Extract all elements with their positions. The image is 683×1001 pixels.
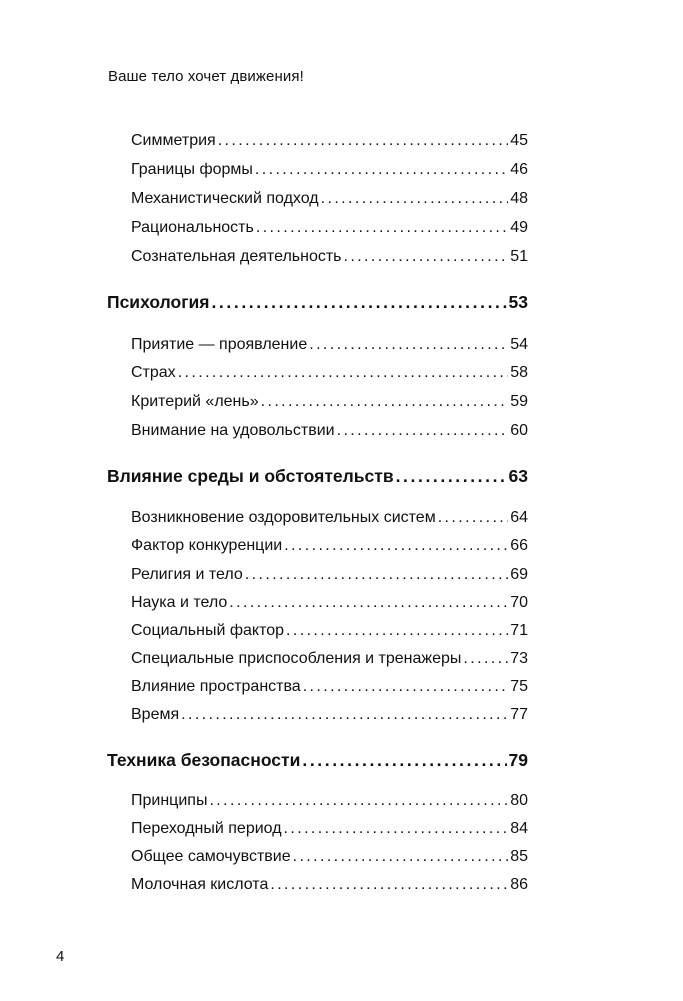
- toc-entry: [131, 393, 528, 411]
- toc-entry: [131, 650, 528, 668]
- toc-entry: [131, 219, 528, 237]
- toc-entry-page: 85: [510, 848, 528, 865]
- toc-entry-title: Время: [131, 706, 180, 723]
- toc-entry-title: Фактор конкуренции: [131, 537, 283, 554]
- dot-leader: [181, 706, 508, 724]
- toc-entry-page: 48: [510, 190, 528, 207]
- running-header: Ваше тело хочет движения!: [108, 68, 304, 85]
- toc-entry: [131, 161, 528, 179]
- dot-leader: [229, 594, 508, 612]
- toc-chapter-title: Психология: [107, 292, 210, 312]
- toc-entry-page: 77: [510, 706, 528, 723]
- toc-entry-page: 80: [510, 792, 528, 809]
- toc-entry: [131, 622, 528, 640]
- toc-entry-title: Влияние пространства: [131, 678, 301, 695]
- toc-entry-page: 73: [510, 650, 528, 667]
- toc-entry-page: 60: [510, 422, 528, 439]
- dot-leader: [209, 792, 508, 810]
- toc-entry-title: Религия и тело: [131, 566, 243, 583]
- toc-entry-page: 64: [510, 509, 528, 526]
- dot-leader: [438, 509, 509, 527]
- toc-chapter: [107, 292, 528, 313]
- dot-leader: [211, 292, 506, 313]
- toc-chapter-page: 79: [508, 750, 528, 770]
- toc-chapter-title: Влияние среды и обстоятельств: [107, 466, 394, 486]
- dot-leader: [344, 248, 509, 266]
- toc-entry-page: 69: [510, 566, 528, 583]
- dot-leader: [293, 848, 509, 866]
- dot-leader: [256, 219, 508, 237]
- toc-entry: [131, 706, 528, 724]
- toc-entry-title: Границы формы: [131, 161, 253, 178]
- toc-entry-page: 86: [510, 876, 528, 893]
- toc-entry-page: 59: [510, 393, 528, 410]
- toc-entry-title: Симметрия: [131, 132, 216, 149]
- toc-entry: [131, 364, 528, 382]
- toc-entry: [131, 190, 528, 208]
- toc-entry: [131, 336, 528, 354]
- toc-chapter: [107, 466, 528, 487]
- toc-entry-page: 46: [510, 161, 528, 178]
- dot-leader: [255, 161, 508, 179]
- toc-entry-page: 54: [510, 336, 528, 353]
- toc-entry-title: Сознательная деятельность: [131, 248, 342, 265]
- toc-entry: [131, 848, 528, 866]
- toc-entry-page: 71: [510, 622, 528, 639]
- toc-entry: [131, 537, 528, 555]
- toc-entry-page: 70: [510, 594, 528, 611]
- dot-leader: [286, 622, 508, 640]
- page-number: 4: [56, 948, 65, 965]
- toc-entry: [131, 509, 528, 527]
- dot-leader: [284, 820, 509, 838]
- toc-entry-title: Принципы: [131, 792, 208, 809]
- toc-entry-page: 66: [510, 537, 528, 554]
- toc-entry-page: 49: [510, 219, 528, 236]
- dot-leader: [303, 678, 509, 696]
- toc-entry-title: Внимание на удовольствии: [131, 422, 335, 439]
- toc-chapter-title: Техника безопасности: [107, 750, 301, 770]
- dot-leader: [178, 364, 509, 382]
- toc-chapter-page: 53: [508, 292, 528, 312]
- toc-entry-title: Приятие — проявление: [131, 336, 308, 353]
- toc-entry-title: Наука и тело: [131, 594, 228, 611]
- toc-entry-page: 84: [510, 820, 528, 837]
- toc-entry-page: 51: [510, 248, 528, 265]
- toc-entry: [131, 248, 528, 266]
- toc-entry-title: Молочная кислота: [131, 876, 269, 893]
- dot-leader: [218, 132, 509, 150]
- dot-leader: [337, 422, 509, 440]
- dot-leader: [321, 190, 509, 208]
- toc-entry-page: 58: [510, 364, 528, 381]
- dot-leader: [302, 750, 506, 771]
- toc-entry-title: Переходный период: [131, 820, 282, 837]
- dot-leader: [284, 537, 508, 555]
- dot-leader: [309, 336, 508, 354]
- toc-entry: [131, 594, 528, 612]
- toc-entry: [131, 422, 528, 440]
- dot-leader: [463, 650, 508, 668]
- toc-entry-page: 45: [510, 132, 528, 149]
- toc-entry-title: Страх: [131, 364, 176, 381]
- toc-entry-title: Возникновение оздоровительных систем: [131, 509, 436, 526]
- toc-entry: [131, 132, 528, 150]
- dot-leader: [270, 876, 508, 894]
- toc-entry: [131, 876, 528, 894]
- toc-entry-title: Общее самочувствие: [131, 848, 291, 865]
- toc-entry-title: Критерий «лень»: [131, 393, 259, 410]
- toc-chapter: [107, 750, 528, 771]
- dot-leader: [245, 566, 508, 584]
- toc-entry-title: Социальный фактор: [131, 622, 285, 639]
- toc-entry-title: Рациональность: [131, 219, 254, 236]
- toc-entry-title: Механистический подход: [131, 190, 319, 207]
- dot-leader: [396, 466, 507, 487]
- toc-entry-title: Специальные приспособления и тренажеры: [131, 650, 462, 667]
- toc-entry: [131, 820, 528, 838]
- toc-entry: [131, 678, 528, 696]
- dot-leader: [261, 393, 509, 411]
- toc-chapter-page: 63: [508, 466, 528, 486]
- toc-entry: [131, 566, 528, 584]
- toc-entry-page: 75: [510, 678, 528, 695]
- toc-entry: [131, 792, 528, 810]
